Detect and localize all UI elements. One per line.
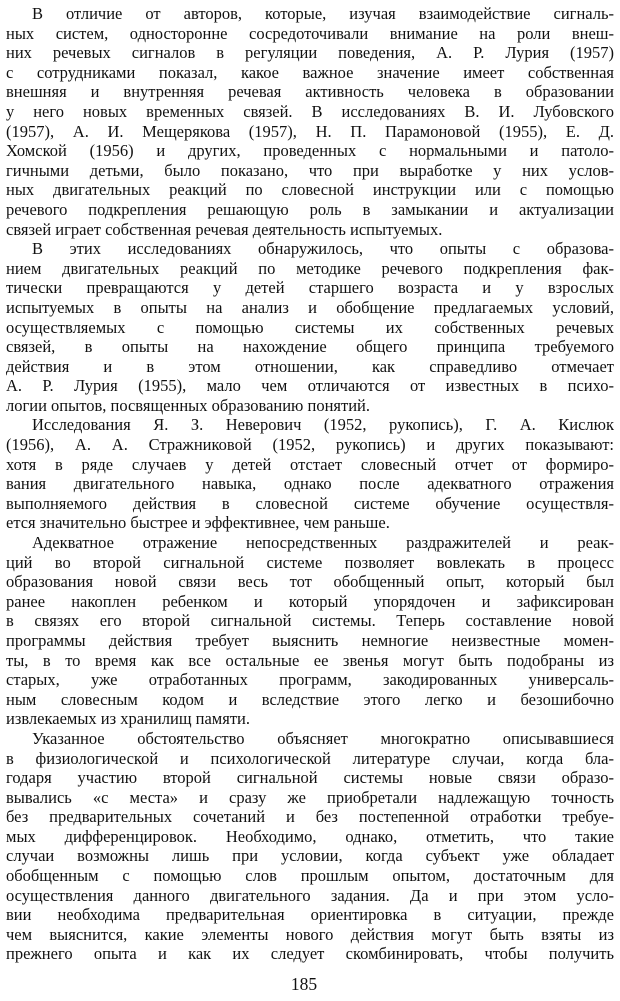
text-line: без предварительных сочетаний и без постепенной отработки требуе-: [6, 807, 614, 827]
text-line: нием двигательных реакций по методике речевого подкрепления фак-: [6, 258, 614, 278]
text-line: ранее накоплен ребенком и который упорядочен и зафиксирован: [6, 591, 614, 611]
text-line: (1956), А. А. Стражниковой (1952, рукопись) и других показывают:: [6, 435, 614, 454]
text-line: программы действия требует выяснить немногие неизвестные момен-: [6, 630, 614, 650]
text-line: (1957), А. И. Мещерякова (1957), Н. П. Парамоновой (1955), Е. Д.: [6, 121, 614, 141]
text-line: В отличие от авторов, которые, изучая взаимодействие сигналь-: [32, 4, 614, 23]
text-line: обобщенным с помощью слов прошлым опытом, достаточным для: [6, 866, 614, 885]
text-line: хотя в ряде случаев у детей отстает словесный отчет от формиро-: [6, 454, 614, 474]
text-line: осуществляемых с помощью системы их собственных речевых: [6, 317, 614, 337]
text-line: выполняемого действия в словесной системе обучение осуществля-: [6, 493, 614, 513]
text-line: них речевых сигналов в регуляции поведения, А. Р. Лурия (1957): [6, 43, 614, 63]
text-line: ты, в то время как все остальные ее звенья могут быть подобраны из: [6, 650, 614, 670]
text-line: случаи возможны лишь при условии, когда субъект уже обладает: [6, 846, 614, 866]
text-line: Исследования Я. З. Неверович (1952, рукопись), Г. А. Кислюк: [32, 415, 614, 435]
text-line: речевого подкрепления решающую роль в замыкании и актуализации: [6, 199, 614, 219]
text-line: вания двигательного навыка, однако после адекватного отражения: [6, 474, 614, 494]
page-number: 185: [290, 974, 318, 994]
text-line: ным словесным кодом и вследствие этого легко и безошибочно: [6, 689, 614, 709]
text-line: годаря участию второй сигнальной системы новые связи образо-: [6, 768, 614, 788]
text-line: у него новых временных связей. В исследованиях В. И. Лубовского: [6, 102, 614, 121]
text-line: в связях его второй сигнальной системы. Теперь составление новой: [6, 611, 614, 631]
text-line: ется значительно быстрее и эффективнее, чем раньше.: [6, 513, 390, 533]
text-line: извлекаемых из хранилищ памяти.: [6, 709, 250, 729]
text-line: ных двигательных реакций по словесной инструкции или с помощью: [6, 180, 614, 200]
text-line: с сотрудниками показал, какое важное значение имеет собственная: [6, 62, 614, 82]
text-line: Хомской (1956) и других, проведенных с нормальными и патоло-: [6, 141, 614, 161]
text-line: связей, в опыты на нахождение общего принципа требуемого: [6, 337, 614, 357]
text-line: ных систем, односторонне сосредоточивали внимание на роли внеш-: [6, 23, 614, 43]
text-line: В этих исследованиях обнаружилось, что опыты с образова-: [32, 239, 614, 259]
text-line: внешняя и внутренняя речевая активность человека в образовании: [6, 82, 614, 102]
text-line: старых, уже отработанных программ, закодированных универсаль-: [6, 670, 614, 690]
text-line: действия и в этом отношении, как справедливо отмечает: [6, 356, 614, 376]
text-line: А. Р. Лурия (1955), мало чем отличаются от известных в психо-: [6, 376, 614, 396]
text-line: вывались «с места» и сразу же приобретали надлежащую точность: [6, 787, 614, 807]
text-line: осуществления данного двигательного задания. Да и при этом усло-: [6, 885, 614, 905]
text-line: Адекватное отражение непосредственных раздражителей и реак-: [32, 533, 614, 552]
text-line: испытуемых в опыты на анализ и обобщение предлагаемых условий,: [6, 297, 614, 317]
text-line: вии необходима предварительная ориентировка в ситуации, прежде: [6, 905, 614, 925]
text-line: ций во второй сигнальной системе позволяет вовлекать в процесс: [6, 552, 614, 572]
text-line: в физиологической и психологической литературе случаи, когда бла-: [6, 748, 614, 768]
text-line: гичными детьми, было показано, что при выработке у них услов-: [6, 160, 614, 180]
text-line: мых дифференцировок. Необходимо, однако, отметить, что такие: [6, 826, 614, 846]
text-line: Указанное обстоятельство объясняет многократно описывавшиеся: [32, 728, 614, 748]
text-line: тически превращаются у детей старшего возраста и у взрослых: [6, 278, 614, 298]
book-page: [6, 0, 614, 1001]
text-line: связей играет собственная речевая деятельность испытуемых.: [6, 219, 443, 239]
text-line: образования новой связи весь тот обобщенный опыт, который был: [6, 572, 614, 592]
text-line: логии опытов, посвященных образованию понятий.: [6, 395, 371, 415]
text-line: прежнего опыта и как их следует скомбинировать, чтобы получить: [6, 944, 614, 964]
text-line: чем выяснится, какие элементы нового действия могут быть взяты из: [6, 924, 614, 944]
